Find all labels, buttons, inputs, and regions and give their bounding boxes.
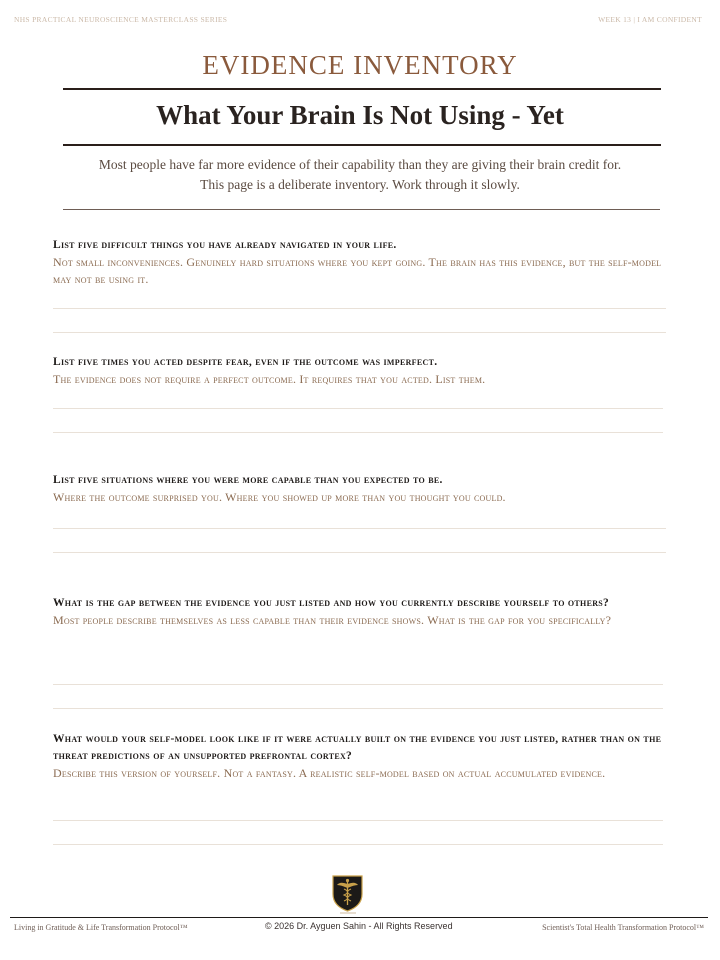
top-header [14, 15, 702, 27]
answer-line[interactable] [53, 708, 663, 709]
page-title: EVIDENCE INVENTORY [202, 50, 518, 80]
logo-caption-mark [340, 912, 356, 914]
title-rule-bottom [63, 144, 661, 146]
question-prompt: List five times you acted despite fear, even if the outcome was imperfect. [53, 356, 438, 368]
question-hint: Not small inconveniences. Genuinely hard situations where you kept going. The brain has this evidence, but the self-model may not be using it. [53, 255, 662, 286]
week-label: WEEK 13 | I AM CONFIDENT [598, 15, 702, 24]
answer-line[interactable] [53, 308, 666, 309]
question-2 [53, 354, 673, 388]
question-1 [53, 237, 673, 288]
footer [14, 921, 706, 935]
footer-rule [10, 917, 708, 918]
intro-divider [63, 209, 660, 210]
question-hint: Most people describe themselves as less capable than their evidence shows. What is the gap for you specifically? [53, 613, 612, 627]
question-prompt: List five difficult things you have already navigated in your life. [53, 239, 397, 251]
footer-left-text: Living in Gratitude & Life Transformation Protocol™ [14, 923, 188, 932]
answer-line[interactable] [53, 820, 663, 821]
title-rule-top [63, 88, 661, 90]
question-3 [53, 472, 673, 506]
question-hint: Describe this version of yourself. Not a fantasy. A realistic self-model based on actual accumulated evidence. [53, 766, 606, 780]
intro-text [70, 155, 650, 195]
answer-line[interactable] [53, 844, 663, 845]
page-subtitle: What Your Brain Is Not Using - Yet [156, 100, 564, 130]
answer-line[interactable] [53, 432, 663, 433]
intro-line-1: Most people have far more evidence of their capability than they are giving their brain credit for. [98, 157, 622, 172]
answer-line[interactable] [53, 552, 666, 553]
question-prompt: What is the gap between the evidence you just listed and how you currently describe yourself to others? [53, 597, 610, 609]
answer-line[interactable] [53, 684, 663, 685]
question-hint: The evidence does not require a perfect outcome. It requires that you acted. List them. [53, 372, 486, 386]
series-label: NHS PRACTICAL NEUROSCIENCE MASTERCLASS SERIES [14, 15, 228, 24]
intro-line-2: This page is a deliberate inventory. Work through it slowly. [200, 177, 520, 192]
question-prompt: List five situations where you were more capable than you expected to be. [53, 474, 443, 486]
question-hint: Where the outcome surprised you. Where you showed up more than you thought you could. [53, 490, 506, 504]
footer-copyright: © 2026 Dr. Ayguen Sahin - All Rights Reserved [265, 921, 453, 931]
answer-line[interactable] [53, 332, 666, 333]
footer-right-text: Scientist's Total Health Transformation Protocol™ [542, 923, 704, 932]
question-5 [53, 731, 673, 782]
question-4 [53, 595, 673, 629]
answer-line[interactable] [53, 528, 666, 529]
caduceus-shield-logo-icon [331, 874, 364, 912]
answer-line[interactable] [53, 408, 663, 409]
question-prompt: What would your self-model look like if it were actually built on the evidence you just listed, rather than on the threat predictions of an unsupported prefrontal cortex? [53, 733, 662, 762]
